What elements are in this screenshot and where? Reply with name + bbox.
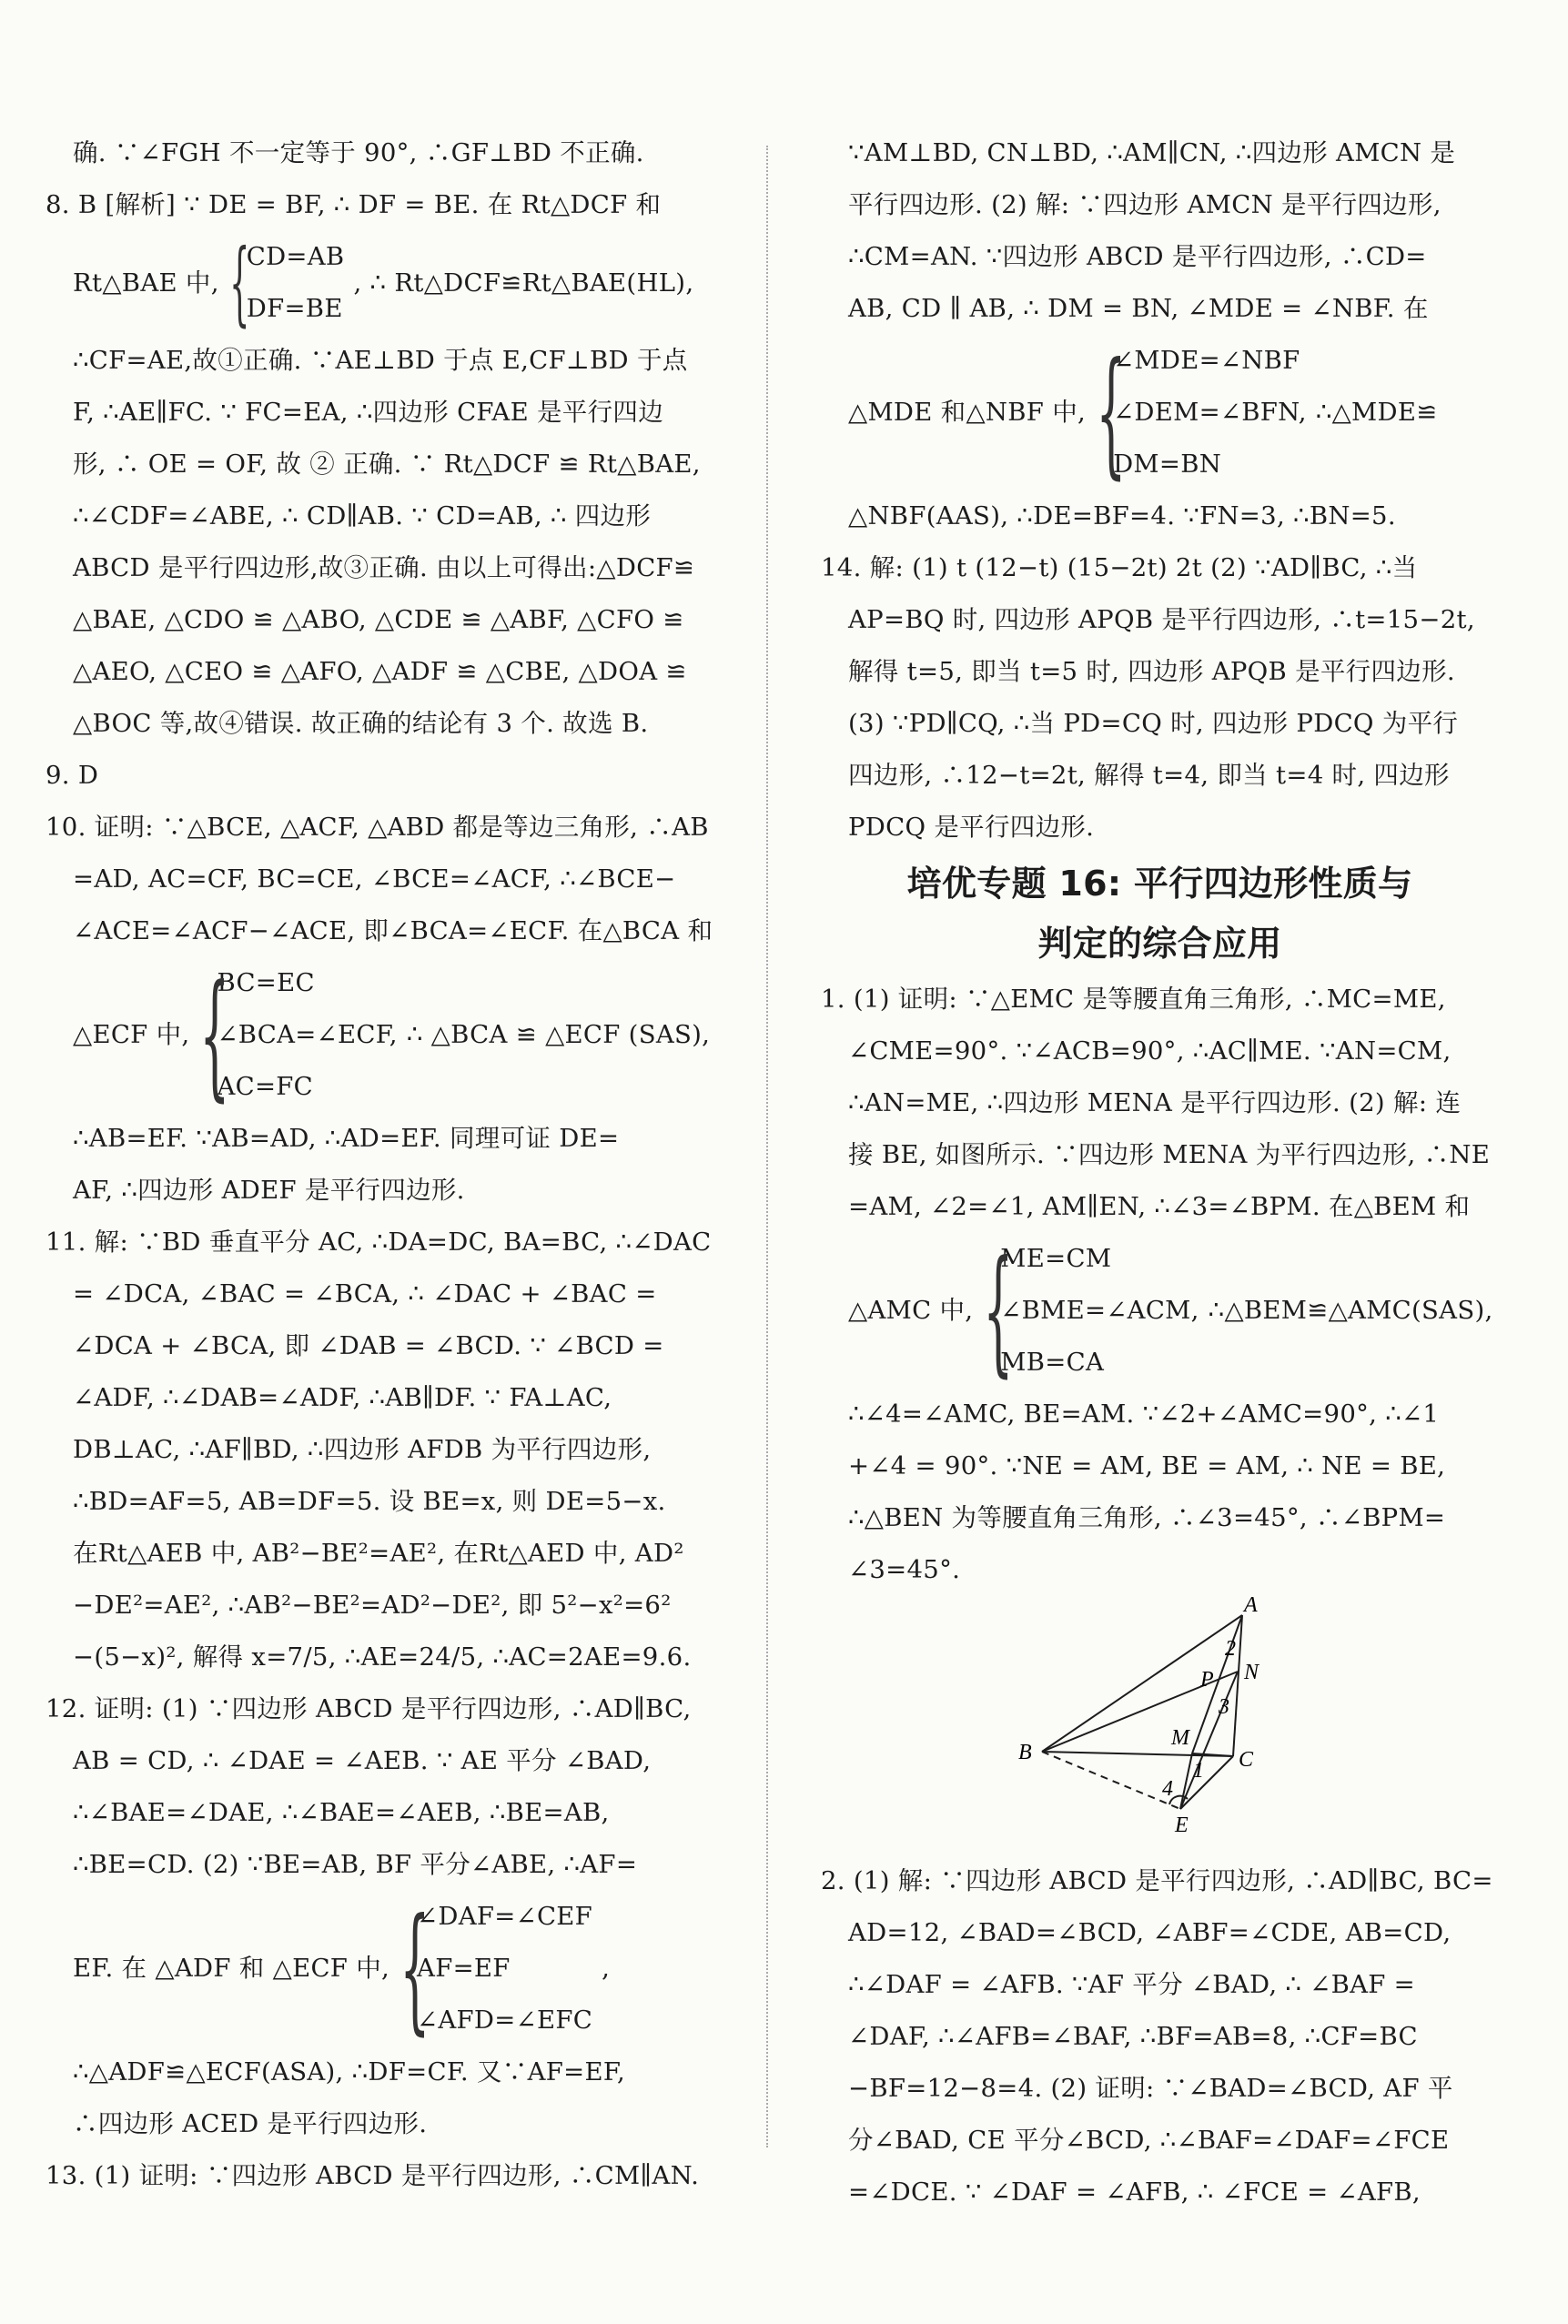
- brace-symbol: {: [1096, 333, 1127, 492]
- text-line: 确. ∵∠FGH 不一定等于 90°, ∴GF⊥BD 不正确.: [73, 138, 644, 167]
- brace-tail: ∴ △BCA ≌ △ECF (SAS),: [406, 1020, 711, 1049]
- brace-row: ∠MDE=∠NBF: [1113, 346, 1300, 375]
- label-P: P: [1200, 1668, 1214, 1692]
- segment-BE-dashed: [1042, 1752, 1180, 1809]
- answer-12-brace: [46, 1891, 746, 2046]
- brace-row: DF=BE: [246, 294, 343, 323]
- text-line: ∴BD=AF=5, AB=DF=5. 设 BE=x, 则 DE=5−x.: [73, 1487, 666, 1516]
- brace-symbol: {: [983, 1231, 1014, 1390]
- text-line: 形, ∴ OE = OF, 故 ② 正确. ∵ Rt△DCF ≌ Rt△BAE,: [73, 450, 701, 479]
- brace-row: ∠DEM=∠BFN,: [1113, 398, 1307, 427]
- text-line: AB, CD ∥ AB, ∴ DM = BN, ∠MDE = ∠NBF. 在: [848, 294, 1429, 323]
- brace-row: AF=EF: [417, 1954, 511, 1983]
- brace-symbol: {: [400, 1889, 430, 2048]
- text-line: ∴∠BAE=∠DAE, ∴∠BAE=∠AEB, ∴BE=AB,: [73, 1798, 610, 1827]
- brace-row: MB=CA: [1000, 1348, 1105, 1377]
- text-line: 四边形, ∴12−t=2t, 解得 t=4, 即当 t=4 时, 四边形: [848, 761, 1450, 790]
- text-line: F, ∴AE∥FC. ∵ FC=EA, ∴四边形 CFAE 是平行四边: [73, 398, 664, 427]
- answer-13-brace: [821, 335, 1499, 490]
- text-line: 分∠BAD, CE 平分∠BCD, ∴∠BAF=∠DAF=∠FCE: [848, 2126, 1450, 2155]
- text-line: AD=12, ∠BAD=∠BCD, ∠ABF=∠CDE, AB=CD,: [848, 1918, 1452, 1947]
- brace-symbol: {: [199, 955, 231, 1115]
- text-line: ∠CME=90°. ∵∠ACB=90°, ∴AC∥ME. ∵AN=CM,: [848, 1036, 1452, 1066]
- text-line: AP=BQ 时, 四边形 APQB 是平行四边形, ∴t=15−2t,: [848, 605, 1475, 634]
- text-line: ∴△ADF≌△ECF(ASA), ∴DF=CF. 又∵AF=EF,: [73, 2057, 626, 2087]
- brace-row: BC=EC: [217, 968, 315, 997]
- brace-row: ∠AFD=∠EFC: [417, 2006, 593, 2035]
- brace-tail: , ∴ Rt△DCF≌Rt△BAE(HL),: [353, 268, 694, 298]
- brace-lead: EF. 在 △ADF 和 △ECF 中,: [73, 1954, 390, 1983]
- brace-row: ∠BME=∠ACM,: [1000, 1296, 1199, 1325]
- text-line: △BAE, △CDO ≌ △ABO, △CDE ≌ △ABF, △CFO ≌: [73, 605, 684, 634]
- text-line: −BF=12−8=4. (2) 证明: ∵∠BAD=∠BCD, AF 平: [848, 2074, 1453, 2103]
- text-line: +∠4 = 90°. ∵NE = AM, BE = AM, ∴ NE = BE,: [848, 1451, 1446, 1480]
- answer-8-line: 8. B [解析] ∵ DE = BF, ∴ DF = BE. 在 Rt△DCF 和: [46, 190, 662, 219]
- text-line: ∴△BEN 为等腰直角三角形, ∴∠3=45°, ∴∠BPM=: [848, 1503, 1446, 1532]
- text-line: ∴∠CDF=∠ABE, ∴ CD∥AB. ∵ CD=AB, ∴ 四边形: [73, 501, 652, 530]
- brace-row: DM=BN: [1113, 450, 1222, 479]
- text-line: ∵AM⊥BD, CN⊥BD, ∴AM∥CN, ∴四边形 AMCN 是: [848, 138, 1456, 167]
- brace-row: ∠DAF=∠CEF: [417, 1902, 593, 1931]
- brace-tail: ,: [602, 1954, 611, 1983]
- brace-lead: Rt△BAE 中,: [73, 268, 219, 298]
- text-line: 平行四边形. (2) 解: ∵四边形 AMCN 是平行四边形,: [848, 190, 1442, 219]
- brace-lead: △MDE 和△NBF 中,: [848, 398, 1087, 427]
- text-line: ∠ADF, ∴∠DAB=∠ADF, ∴AB∥DF. ∵ FA⊥AC,: [73, 1383, 612, 1412]
- answer-13-line: 13. (1) 证明: ∵四边形 ABCD 是平行四边形, ∴CM∥AN.: [46, 2161, 700, 2190]
- text-line: △AEO, △CEO ≌ △AFO, △ADF ≌ △CBE, △DOA ≌: [73, 657, 687, 686]
- problem-1-line: 1. (1) 证明: ∵△EMC 是等腰直角三角形, ∴MC=ME,: [821, 985, 1446, 1014]
- right-column: [821, 127, 1499, 2218]
- text-line: ∴∠DAF = ∠AFB. ∵AF 平分 ∠BAD, ∴ ∠BAF =: [848, 1970, 1416, 1999]
- brace-row: ME=CM: [1000, 1244, 1112, 1273]
- label-angle-1: 1: [1193, 1759, 1204, 1783]
- section-heading-line1: 培优专题 16: 平行四边形性质与: [906, 864, 1413, 904]
- brace-row: AC=FC: [217, 1072, 314, 1101]
- text-line: PDCQ 是平行四边形.: [848, 813, 1095, 842]
- answer-11-line: 11. 解: ∵BD 垂直平分 AC, ∴DA=DC, BA=BC, ∴∠DAC: [46, 1228, 712, 1257]
- label-E: E: [1175, 1814, 1189, 1837]
- brace-rows: [247, 231, 345, 335]
- text-line: ∠DCA + ∠BCA, 即 ∠DAB = ∠BCD. ∵ ∠BCD =: [73, 1331, 664, 1360]
- brace-lead: △ECF 中,: [73, 1020, 190, 1049]
- label-A: A: [1244, 1597, 1258, 1617]
- label-M: M: [1171, 1726, 1189, 1750]
- text-line: = ∠DCA, ∠BAC = ∠BCA, ∴ ∠DAC + ∠BAC =: [73, 1279, 657, 1309]
- brace-tail: ∴△MDE≌: [1315, 398, 1438, 427]
- segment-ME: [1180, 1753, 1192, 1809]
- segment-CE: [1180, 1756, 1233, 1809]
- text-line: =AM, ∠2=∠1, AM∥EN, ∴∠3=∠BPM. 在△BEM 和: [848, 1192, 1471, 1221]
- answer-10-line: 10. 证明: ∵△BCE, △ACF, △ABD 都是等边三角形, ∴AB: [46, 813, 709, 842]
- text-line: ∴∠4=∠AMC, BE=AM. ∵∠2+∠AMC=90°, ∴∠1: [848, 1399, 1440, 1429]
- text-line: ∴CM=AN. ∵四边形 ABCD 是平行四边形, ∴CD=: [848, 242, 1427, 271]
- text-line: △BOC 等,故④错误. 故正确的结论有 3 个. 故选 B.: [73, 709, 649, 738]
- left-column: [46, 127, 746, 2202]
- geometry-figure: [1015, 1597, 1288, 1852]
- text-line: ∠ACE=∠ACF−∠ACE, 即∠BCA=∠ECF. 在△BCA 和: [73, 916, 713, 945]
- brace-rows: [1113, 335, 1307, 490]
- text-line: 在Rt△AEB 中, AB²−BE²=AE², 在Rt△AED 中, AD²: [73, 1539, 684, 1568]
- text-line: ∠DAF, ∴∠AFB=∠BAF, ∴BF=AB=8, ∴CF=BC: [848, 2022, 1418, 2051]
- problem-1-brace: [821, 1233, 1499, 1389]
- text-line: ∴四边形 ACED 是平行四边形.: [73, 2109, 428, 2138]
- label-angle-3: 3: [1219, 1695, 1229, 1719]
- brace-lead: △AMC 中,: [848, 1296, 974, 1325]
- problem-2-line: 2. (1) 解: ∵四边形 ABCD 是平行四边形, ∴AD∥BC, BC=: [821, 1866, 1493, 1895]
- label-N: N: [1244, 1661, 1259, 1684]
- column-divider: [766, 146, 768, 2147]
- label-C: C: [1239, 1748, 1254, 1772]
- text-line: −DE²=AE², ∴AB²−BE²=AD²−DE², 即 5²−x²=6²: [73, 1591, 672, 1620]
- brace-rows: [1000, 1233, 1199, 1389]
- text-line: 解得 t=5, 即当 t=5 时, 四边形 APQB 是平行四边形.: [848, 657, 1455, 686]
- text-line: AF, ∴四边形 ADEF 是平行四边形.: [73, 1176, 465, 1205]
- text-line: AB = CD, ∴ ∠DAE = ∠AEB. ∵ AE 平分 ∠BAD,: [73, 1746, 652, 1775]
- text-line: =AD, AC=CF, BC=CE, ∠BCE=∠ACF, ∴∠BCE−: [73, 864, 676, 894]
- text-line: ∴CF=AE,故①正确. ∵AE⊥BD 于点 E,CF⊥BD 于点: [73, 346, 688, 375]
- brace-rows: [217, 957, 397, 1113]
- brace-row: ∠BCA=∠ECF,: [217, 1020, 398, 1049]
- label-angle-2: 2: [1225, 1637, 1236, 1661]
- section-heading-line2: 判定的综合应用: [1037, 924, 1282, 964]
- brace-rows: [417, 1891, 592, 2046]
- text-line: △NBF(AAS), ∴DE=BF=4. ∵FN=3, ∴BN=5.: [848, 501, 1396, 530]
- text-line: DB⊥AC, ∴AF∥BD, ∴四边形 AFDB 为平行四边形,: [73, 1435, 652, 1464]
- label-B: B: [1018, 1741, 1032, 1764]
- brace-symbol: {: [228, 229, 250, 336]
- text-line: ABCD 是平行四边形,故③正确. 由以上可得出:△DCF≌: [73, 553, 695, 582]
- text-line: ∴AN=ME, ∴四边形 MENA 是平行四边形. (2) 解: 连: [848, 1088, 1462, 1117]
- answer-9-line: 9. D: [46, 761, 99, 790]
- text-line: ∴BE=CD. (2) ∵BE=AB, BF 平分∠ABE, ∴AF=: [73, 1850, 638, 1879]
- answer-14-line: 14. 解: (1) t (12−t) (15−2t) 2t (2) ∵AD∥BC, ∴当: [821, 553, 1418, 582]
- text-line: =∠DCE. ∵ ∠DAF = ∠AFB, ∴ ∠FCE = ∠AFB,: [848, 2177, 1421, 2207]
- text-line: ∠3=45°.: [848, 1555, 961, 1584]
- text-line: ∴AB=EF. ∵AB=AD, ∴AD=EF. 同理可证 DE=: [73, 1124, 620, 1153]
- brace-row: CD=AB: [246, 242, 345, 271]
- answer-8-brace: [46, 231, 746, 335]
- text-line: 接 BE, 如图所示. ∵四边形 MENA 为平行四边形, ∴NE: [848, 1140, 1491, 1169]
- label-angle-4: 4: [1162, 1777, 1173, 1801]
- answer-10-brace: [46, 957, 746, 1113]
- text-line: (3) ∵PD∥CQ, ∴当 PD=CQ 时, 四边形 PDCQ 为平行: [848, 709, 1459, 738]
- answer-12-line: 12. 证明: (1) ∵四边形 ABCD 是平行四边形, ∴AD∥BC,: [46, 1694, 692, 1723]
- brace-tail: ∴△BEM≌△AMC(SAS),: [1208, 1296, 1493, 1325]
- text-line: −(5−x)², 解得 x=7/5, ∴AE=24/5, ∴AC=2AE=9.6.: [73, 1642, 692, 1672]
